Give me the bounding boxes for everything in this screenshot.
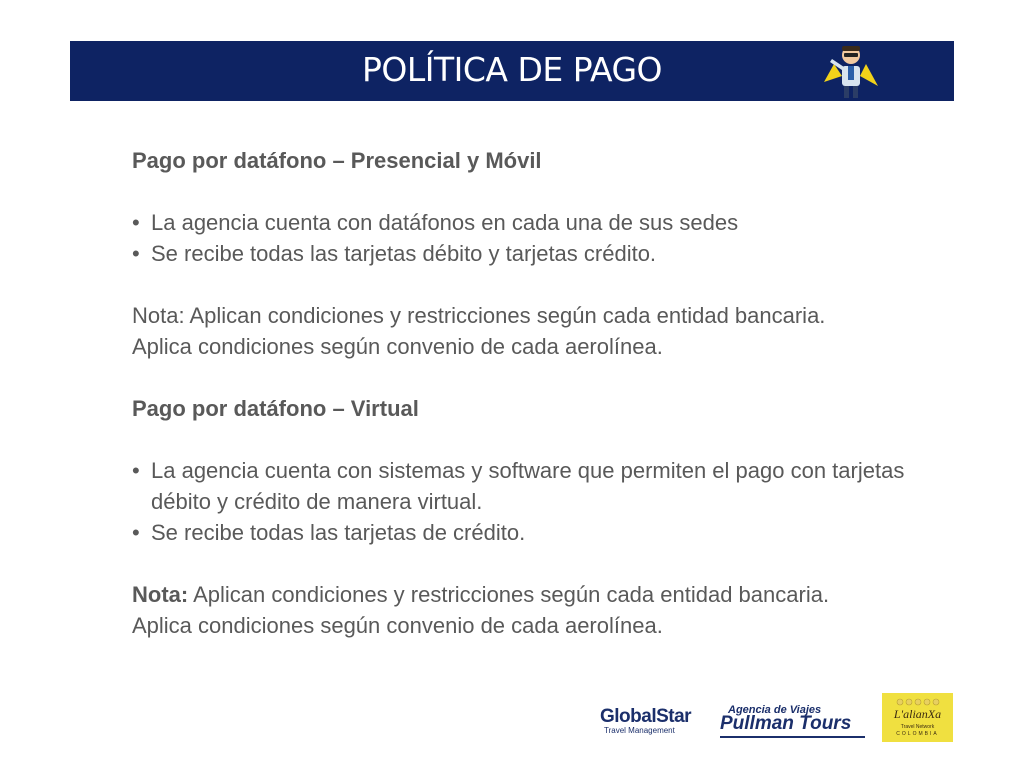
note-label: Nota: bbox=[132, 582, 189, 607]
pullman-tagline: Agencia de Viajes bbox=[728, 704, 822, 716]
list-item: • La agencia cuenta con sistemas y software que permiten el pago con tarjetas débito y crédito de manera virtual. bbox=[132, 455, 962, 517]
page-title: POLÍTICA DE PAGO bbox=[361, 50, 663, 89]
globalstar-logo bbox=[600, 706, 710, 744]
note-text: Aplican condiciones y restricciones según cada entidad bancaria. bbox=[188, 582, 830, 607]
alianxa-name: L'alianXa bbox=[893, 707, 942, 721]
pullman-tours-logo bbox=[720, 704, 870, 740]
alianxa-dots-icon bbox=[896, 697, 940, 707]
section2-note bbox=[132, 579, 962, 610]
section1-bullet-list bbox=[132, 207, 962, 269]
alianxa-country: COLOMBIA bbox=[896, 731, 939, 737]
section1-note: Nota: Aplican condiciones y restricciones según cada entidad bancaria. bbox=[132, 303, 826, 328]
section2-heading: Pago por datáfono – Virtual bbox=[132, 396, 419, 421]
section1-note-line2: Aplica condiciones según convenio de cada aerolínea. bbox=[132, 334, 663, 359]
superhero-mascot-icon bbox=[822, 42, 880, 102]
list-item: • Se recibe todas las tarjetas débito y tarjetas crédito. bbox=[132, 238, 962, 269]
globalstar-name: GlobalStar bbox=[600, 706, 692, 727]
pullman-name: Pullman Tours bbox=[720, 713, 852, 734]
partner-logos bbox=[600, 690, 960, 744]
section1-heading: Pago por datáfono – Presencial y Móvil bbox=[132, 148, 542, 173]
section2-bullet-list bbox=[132, 455, 962, 548]
list-item: • Se recibe todas las tarjetas de crédito. bbox=[132, 517, 962, 548]
payment-policy-content bbox=[132, 145, 962, 641]
pullman-underline bbox=[720, 736, 865, 738]
alianxa-logo bbox=[882, 693, 953, 742]
section2-note-line2: Aplica condiciones según convenio de cada aerolínea. bbox=[132, 613, 663, 638]
alianxa-subtitle: Travel Network bbox=[900, 724, 935, 730]
list-item: • La agencia cuenta con datáfonos en cada una de sus sedes bbox=[132, 207, 962, 238]
globalstar-subtitle: Travel Management bbox=[604, 726, 675, 735]
